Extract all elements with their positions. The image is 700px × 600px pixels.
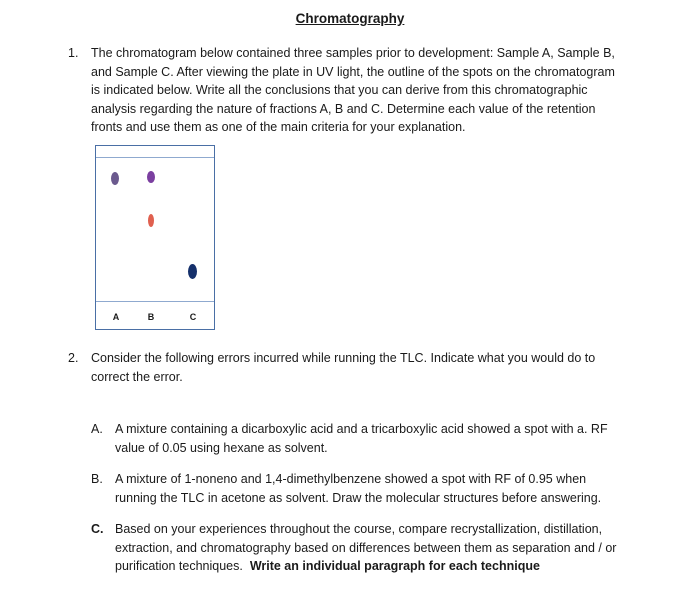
item-a-line: value of 0.05 using hexane as solvent. bbox=[115, 440, 328, 455]
item-a-text bbox=[115, 420, 675, 457]
item-c-text bbox=[115, 520, 685, 576]
item-c-bold-instruction: Write an individual paragraph for each technique bbox=[249, 559, 540, 573]
spot-b-top bbox=[147, 171, 155, 183]
question-1-line: and Sample C. After viewing the plate in UV light, the outline of the spots on the chromatogram bbox=[91, 64, 615, 79]
question-2-line: Consider the following errors incurred while running the TLC. Indicate what you would do to bbox=[91, 351, 596, 365]
item-c-line-start: purification techniques. bbox=[115, 559, 243, 573]
question-1-line: analysis regarding the nature of fractions A, B and C. Determine each value of the retention bbox=[91, 101, 596, 116]
question-2-text bbox=[91, 349, 671, 386]
item-b-line: A mixture of 1-noneno and 1,4-dimethylbenzene showed a spot with RF of 0.95 when bbox=[115, 472, 587, 486]
item-c-line bbox=[115, 557, 685, 576]
item-c-letter: C. bbox=[91, 522, 104, 536]
item-a-line: A mixture containing a dicarboxylic acid and a tricarboxylic acid showed a spot with a. RF bbox=[115, 422, 608, 436]
lane-label-b: B bbox=[147, 312, 155, 322]
spot-b-bottom bbox=[148, 214, 154, 227]
tlc-plate bbox=[95, 145, 215, 330]
item-b-letter: B. bbox=[91, 472, 103, 486]
item-b-line: running the TLC in acetone as solvent. Draw the molecular structures before answering. bbox=[115, 490, 602, 505]
solvent-front-line bbox=[96, 157, 214, 158]
question-1-text bbox=[91, 44, 671, 137]
question-2-number: 2. bbox=[68, 351, 79, 365]
page-title: Chromatography bbox=[295, 11, 405, 26]
spot-a bbox=[111, 172, 119, 185]
lane-label-a: A bbox=[112, 312, 120, 322]
item-c-line: extraction, and chromatography based on differences between them as separation and / or bbox=[115, 540, 617, 555]
question-2-line: correct the error. bbox=[91, 369, 183, 384]
origin-line bbox=[96, 301, 214, 302]
lane-label-c: C bbox=[189, 312, 197, 322]
question-1-line: The chromatogram below contained three samples prior to development: Sample A, Sample B, bbox=[91, 46, 615, 60]
item-b-text bbox=[115, 470, 675, 507]
item-c-line: Based on your experiences throughout the course, compare recrystallization, distillation, bbox=[115, 522, 603, 536]
spot-c bbox=[188, 264, 197, 279]
question-1-line: is indicated below. Write all the conclusions that you can derive from this chromatographic bbox=[91, 83, 588, 97]
question-1-number: 1. bbox=[68, 46, 79, 60]
question-1-line: fronts and use them as one of the main criteria for your explanation. bbox=[91, 120, 466, 134]
item-a-letter: A. bbox=[91, 422, 103, 436]
